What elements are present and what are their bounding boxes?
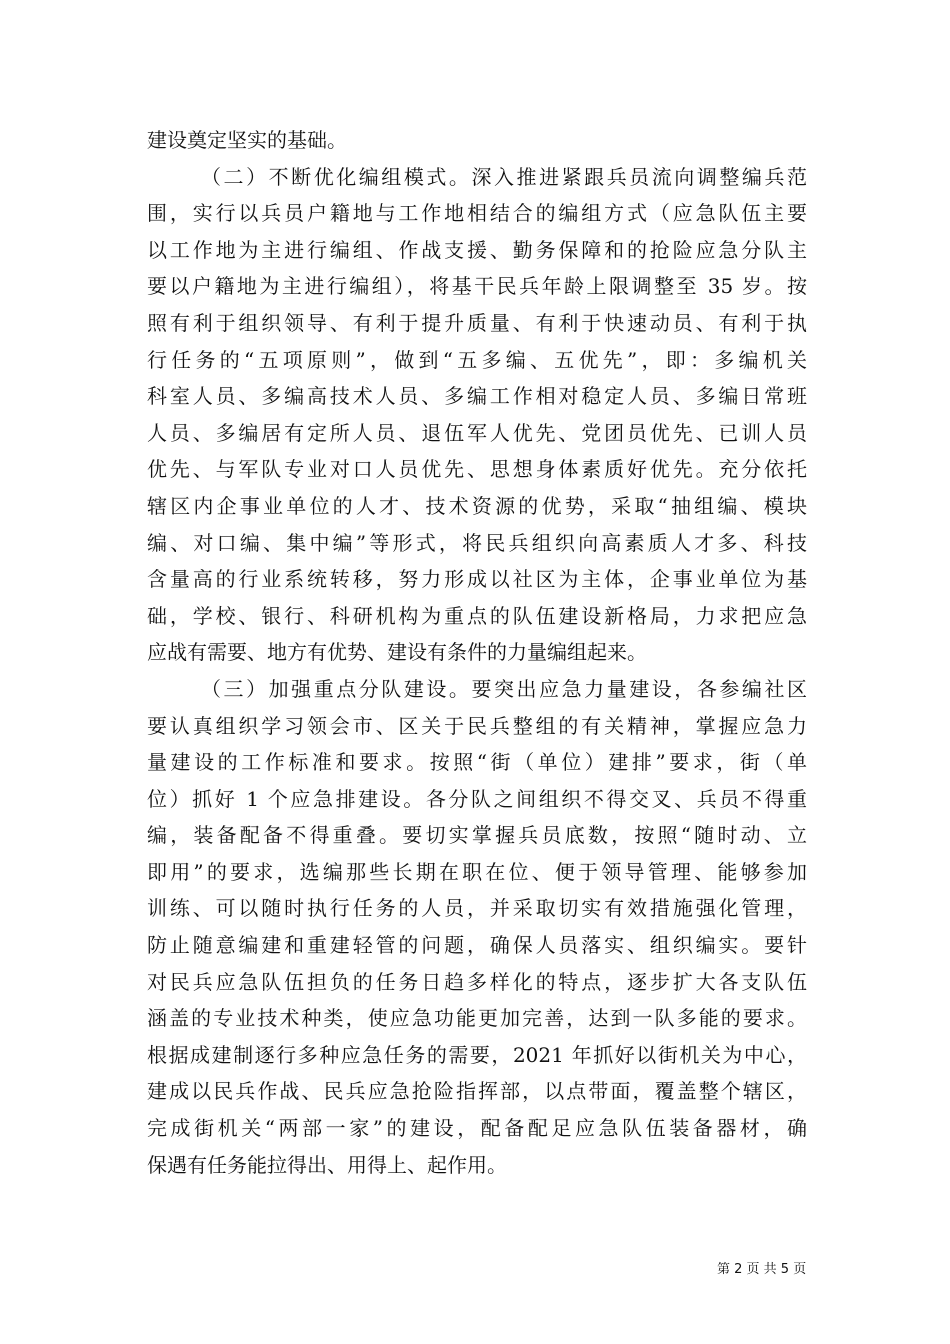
- text-line: 保遇有任务能拉得出、用得上、起作用。: [147, 1152, 507, 1177]
- text-line: 行任务的“五项原则”，做到“五多编、五优先”，即：多编机关: [147, 347, 807, 372]
- text-line: 防止随意编建和重建轻管的问题，确保人员落实、组织编实。要针: [147, 933, 807, 958]
- text-line: 优先、与军队专业对口人员优先、思想身体素质好优先。充分依托: [147, 457, 807, 482]
- text-line: 辖区内企事业单位的人才、技术资源的优势，采取“抽组编、模块: [147, 493, 807, 518]
- text-line: 建成以民兵作战、民兵应急抢险指挥部，以点带面，覆盖整个辖区，: [147, 1079, 807, 1104]
- text-line: 含量高的行业系统转移，努力形成以社区为主体，企事业单位为基: [147, 567, 807, 592]
- text-line: 照有利于组织领导、有利于提升质量、有利于快速动员、有利于执: [147, 310, 807, 335]
- text-line: 编，装备配备不得重叠。要切实掌握兵员底数，按照“随时动、立: [147, 823, 807, 848]
- text-line: 位）抓好 1 个应急排建设。各分队之间组织不得交叉、兵员不得重: [147, 786, 807, 811]
- text-line: 建设奠定坚实的基础。: [147, 128, 347, 152]
- text-line: 人员、多编居有定所人员、退伍军人优先、党团员优先、已训人员: [147, 420, 807, 445]
- text-line: 础，学校、银行、科研机构为重点的队伍建设新格局，力求把应急: [147, 603, 807, 628]
- text-line: 涵盖的专业技术种类，使应急功能更加完善，达到一队多能的要求。: [147, 1006, 807, 1031]
- text-line: （二）不断优化编组模式。深入推进紧跟兵员流向调整编兵范: [201, 164, 807, 189]
- text-line: （三）加强重点分队建设。要突出应急力量建设，各参编社区: [201, 676, 807, 701]
- text-line: 要以户籍地为主进行编组），将基干民兵年龄上限调整至 35 岁。按: [147, 274, 807, 299]
- text-line: 训练、可以随时执行任务的人员，并采取切实有效措施强化管理，: [147, 896, 807, 921]
- text-line: 即用”的要求，选编那些长期在职在位、便于领导管理、能够参加: [147, 859, 807, 884]
- text-line: 根据成建制逐行多种应急任务的需要，2021 年抓好以街机关为中心，: [147, 1042, 807, 1067]
- text-line: 围，实行以兵员户籍地与工作地相结合的编组方式（应急队伍主要: [147, 201, 807, 226]
- text-line: 对民兵应急队伍担负的任务日趋多样化的特点，逐步扩大各支队伍: [147, 969, 807, 994]
- body-text: [147, 122, 807, 1183]
- text-line: 应战有需要、地方有优势、建设有条件的力量编组起来。: [147, 640, 647, 665]
- page-number: 第 2 页 共 5 页: [717, 1262, 807, 1277]
- text-line: 科室人员、多编高技术人员、多编工作相对稳定人员、多编日常班: [147, 384, 807, 409]
- text-line: 要认真组织学习领会市、区关于民兵整组的有关精神，掌握应急力: [147, 713, 807, 738]
- text-line: 完成街机关“两部一家”的建设，配备配足应急队伍装备器材，确: [147, 1116, 807, 1141]
- text-line: 以工作地为主进行编组、作战支援、勤务保障和的抢险应急分队主: [147, 237, 807, 262]
- text-line: 编、对口编、集中编”等形式，将民兵组织向高素质人才多、科技: [147, 530, 807, 555]
- page-footer: [717, 1262, 806, 1278]
- text-line: 量建设的工作标准和要求。按照“街（单位）建排”要求，街（单: [147, 750, 807, 775]
